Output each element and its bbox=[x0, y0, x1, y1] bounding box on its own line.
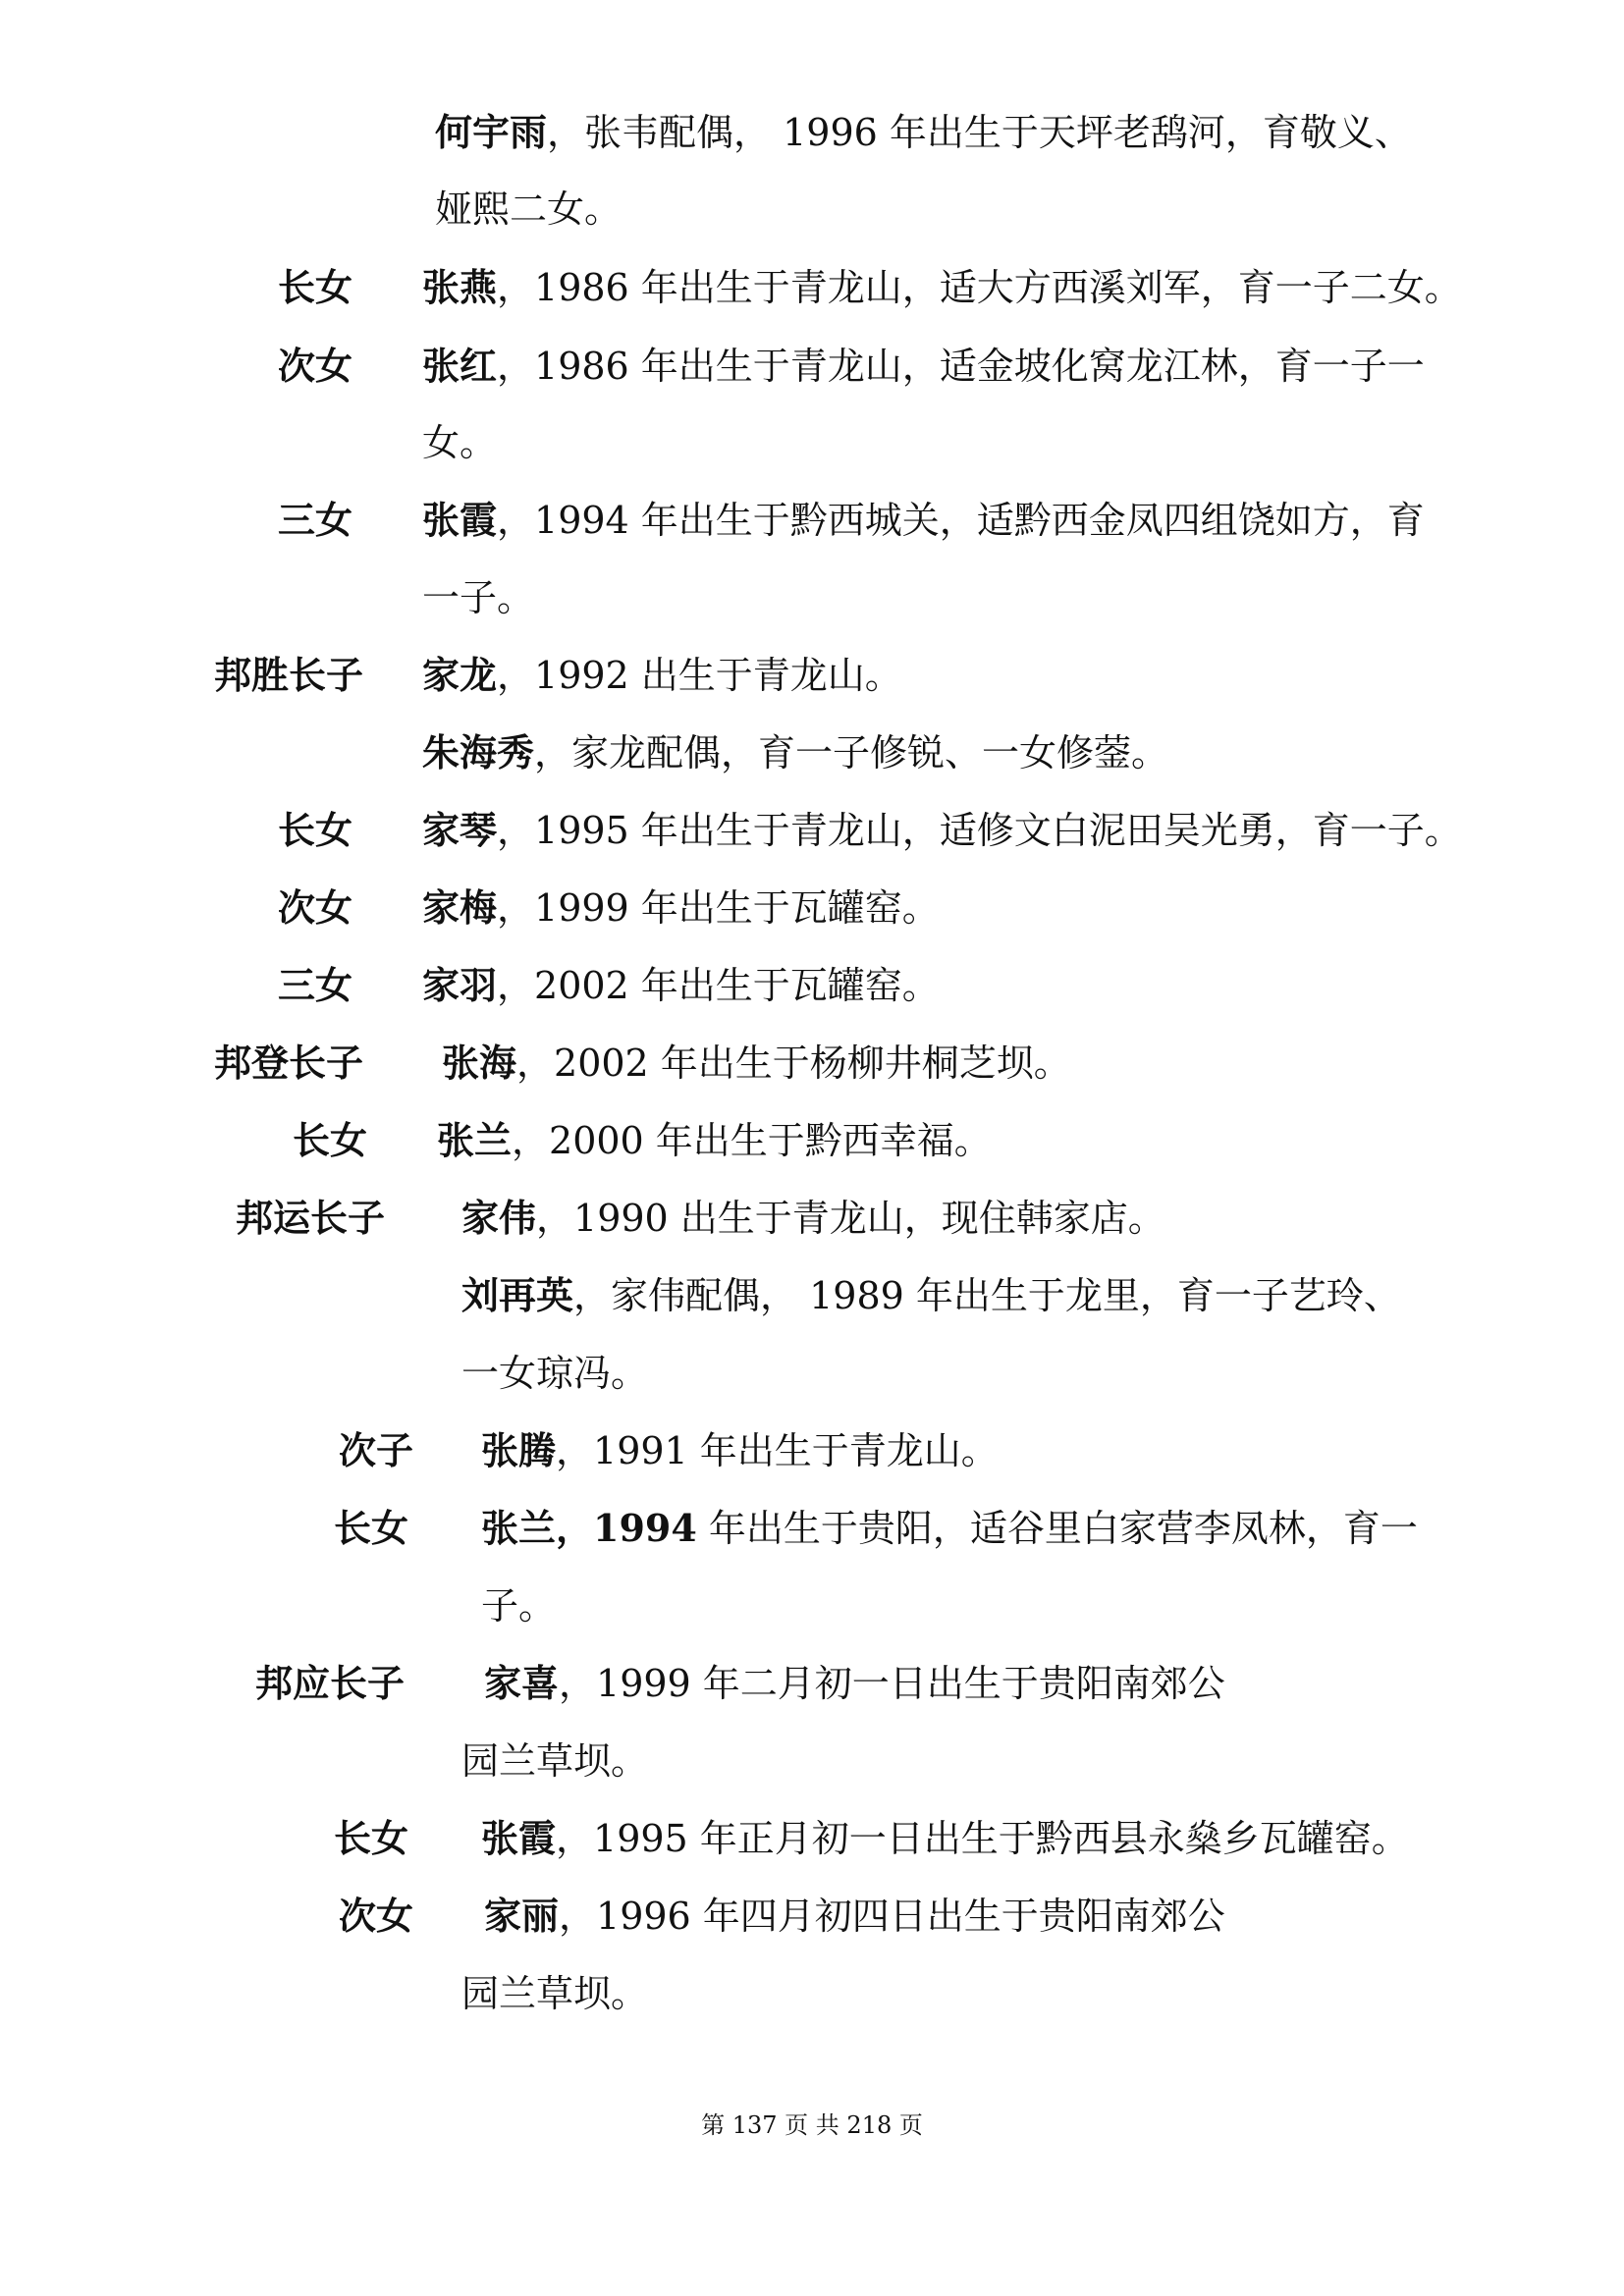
relation-label: 邦运长子 bbox=[236, 1196, 386, 1240]
entry-continuation bbox=[422, 418, 497, 467]
relation-label: 邦登长子 bbox=[214, 1041, 364, 1085]
entry-text: ，1996 年四月初四日出生于贵阳南郊公 bbox=[559, 1895, 1225, 1938]
entry-line bbox=[481, 1504, 1418, 1553]
entry-line bbox=[422, 342, 1425, 391]
entry-line bbox=[422, 806, 1462, 855]
entry-text: 一女琼冯。 bbox=[461, 1352, 649, 1395]
entry-continuation bbox=[481, 1581, 556, 1630]
entry-text: ，1986 年出生于青龙山，适金坡化窝龙江林，育一子一 bbox=[497, 345, 1425, 388]
entry-text: ，1990 出生于青龙山，现住韩家店。 bbox=[536, 1197, 1165, 1240]
person-name: 张兰，1994 bbox=[481, 1506, 697, 1550]
entry-line bbox=[422, 496, 1425, 545]
relation-label: 长女 bbox=[278, 808, 353, 852]
entry-line bbox=[461, 1194, 1165, 1243]
entry-line bbox=[422, 728, 1168, 777]
label bbox=[339, 1892, 413, 1941]
relation-label: 长女 bbox=[278, 265, 353, 309]
entry-text: ，2000 年出生于黔西幸福。 bbox=[512, 1119, 992, 1162]
label bbox=[278, 263, 352, 312]
label bbox=[334, 1814, 408, 1863]
person-name: 张海 bbox=[442, 1041, 517, 1085]
page-number-footer: 第 137 页 共 218 页 bbox=[701, 2111, 923, 2139]
relation-label: 长女 bbox=[334, 1506, 409, 1550]
label bbox=[255, 1659, 405, 1708]
person-name: 张霞 bbox=[422, 498, 498, 542]
label bbox=[334, 1504, 408, 1553]
label bbox=[278, 961, 352, 1010]
person-name: 张腾 bbox=[481, 1428, 557, 1472]
entry-line bbox=[461, 1271, 1401, 1320]
entry-text: ，1992 出生于青龙山。 bbox=[497, 654, 902, 697]
entry-line bbox=[481, 1426, 999, 1475]
entry-continuation bbox=[435, 185, 622, 234]
entry-text: ，2002 年出生于杨柳井桐芝坝。 bbox=[516, 1041, 1071, 1085]
label bbox=[278, 806, 352, 855]
entry-text: ，2002 年出生于瓦罐窑。 bbox=[497, 964, 940, 1007]
label bbox=[278, 883, 352, 933]
entry-text: 园兰草坝。 bbox=[461, 1972, 649, 2015]
label bbox=[236, 1194, 385, 1243]
person-name: 刘再英 bbox=[461, 1273, 574, 1317]
entry-text: ，1999 年出生于瓦罐窑。 bbox=[497, 886, 940, 930]
entry-text: ，1995 年出生于青龙山，适修文白泥田吴光勇，育一子。 bbox=[497, 809, 1462, 852]
entry-line bbox=[484, 1659, 1225, 1708]
person-name: 张兰 bbox=[437, 1118, 513, 1162]
person-name: 家丽 bbox=[484, 1894, 560, 1938]
label bbox=[278, 342, 352, 391]
person-name: 家龙 bbox=[422, 653, 498, 697]
entry-text: ，家伟配偶， 1989 年出生于龙里，育一子艺玲、 bbox=[573, 1274, 1401, 1317]
entry-text: 子。 bbox=[481, 1584, 557, 1628]
relation-label: 邦胜长子 bbox=[214, 653, 364, 697]
relation-label: 次女 bbox=[278, 885, 353, 930]
relation-label: 长女 bbox=[334, 1816, 409, 1860]
relation-label: 三女 bbox=[278, 963, 353, 1007]
relation-label: 次女 bbox=[339, 1894, 414, 1938]
entry-continuation bbox=[422, 573, 534, 622]
entry-continuation bbox=[461, 1736, 648, 1786]
relation-label: 次女 bbox=[278, 344, 353, 388]
relation-label: 次子 bbox=[339, 1428, 414, 1472]
person-name: 家羽 bbox=[422, 963, 498, 1007]
entry-text: ，家龙配偶，育一子修锐、一女修蓥。 bbox=[534, 731, 1169, 774]
relation-label: 三女 bbox=[278, 498, 353, 542]
person-name: 家伟 bbox=[461, 1196, 537, 1240]
entry-text: 一子。 bbox=[422, 576, 535, 619]
label bbox=[214, 1039, 363, 1088]
person-name: 张燕 bbox=[422, 265, 498, 309]
entry-text: 娅熙二女。 bbox=[435, 187, 623, 231]
entry-line bbox=[422, 263, 1462, 312]
person-name: 张霞 bbox=[481, 1816, 557, 1860]
entry-line bbox=[484, 1892, 1225, 1941]
label bbox=[278, 496, 352, 545]
entry-line bbox=[437, 1116, 992, 1165]
label bbox=[293, 1116, 367, 1165]
person-name: 家梅 bbox=[422, 885, 498, 930]
entry-text: ，1995 年正月初一日出生于黔西县永燊乡瓦罐窑。 bbox=[556, 1817, 1409, 1860]
entry-continuation bbox=[461, 1349, 648, 1398]
entry-text: 年出生于贵阳，适谷里白家营李凤林，育一 bbox=[696, 1507, 1418, 1550]
person-name: 家喜 bbox=[484, 1661, 560, 1705]
entry-text: 园兰草坝。 bbox=[461, 1739, 649, 1783]
label bbox=[339, 1426, 413, 1475]
person-name: 家琴 bbox=[422, 808, 498, 852]
person-name: 朱海秀 bbox=[422, 730, 535, 774]
entry-line bbox=[422, 651, 902, 700]
entry-text: ，1986 年出生于青龙山，适大方西溪刘军，育一子二女。 bbox=[497, 266, 1462, 309]
entry-text: 女。 bbox=[422, 421, 498, 464]
entry-continuation bbox=[461, 1969, 648, 2018]
entry-text: ，1999 年二月初一日出生于贵阳南郊公 bbox=[559, 1662, 1225, 1705]
entry-text: ，1991 年出生于青龙山。 bbox=[556, 1429, 999, 1472]
person-name: 张红 bbox=[422, 344, 498, 388]
entry-line bbox=[442, 1039, 1071, 1088]
entry-text: ，张韦配偶， 1996 年出生于天坪老鸹河，育敬义、 bbox=[547, 111, 1412, 154]
entry-line bbox=[422, 961, 940, 1010]
entry-text: ，1994 年出生于黔西城关，适黔西金凤四组饶如方，育 bbox=[497, 499, 1425, 542]
relation-label: 邦应长子 bbox=[255, 1661, 406, 1705]
label bbox=[214, 651, 363, 700]
entry-line bbox=[435, 108, 1412, 157]
entry-line bbox=[481, 1814, 1409, 1863]
person-name: 何宇雨 bbox=[435, 110, 548, 154]
entry-line bbox=[422, 883, 940, 933]
relation-label: 长女 bbox=[293, 1118, 368, 1162]
